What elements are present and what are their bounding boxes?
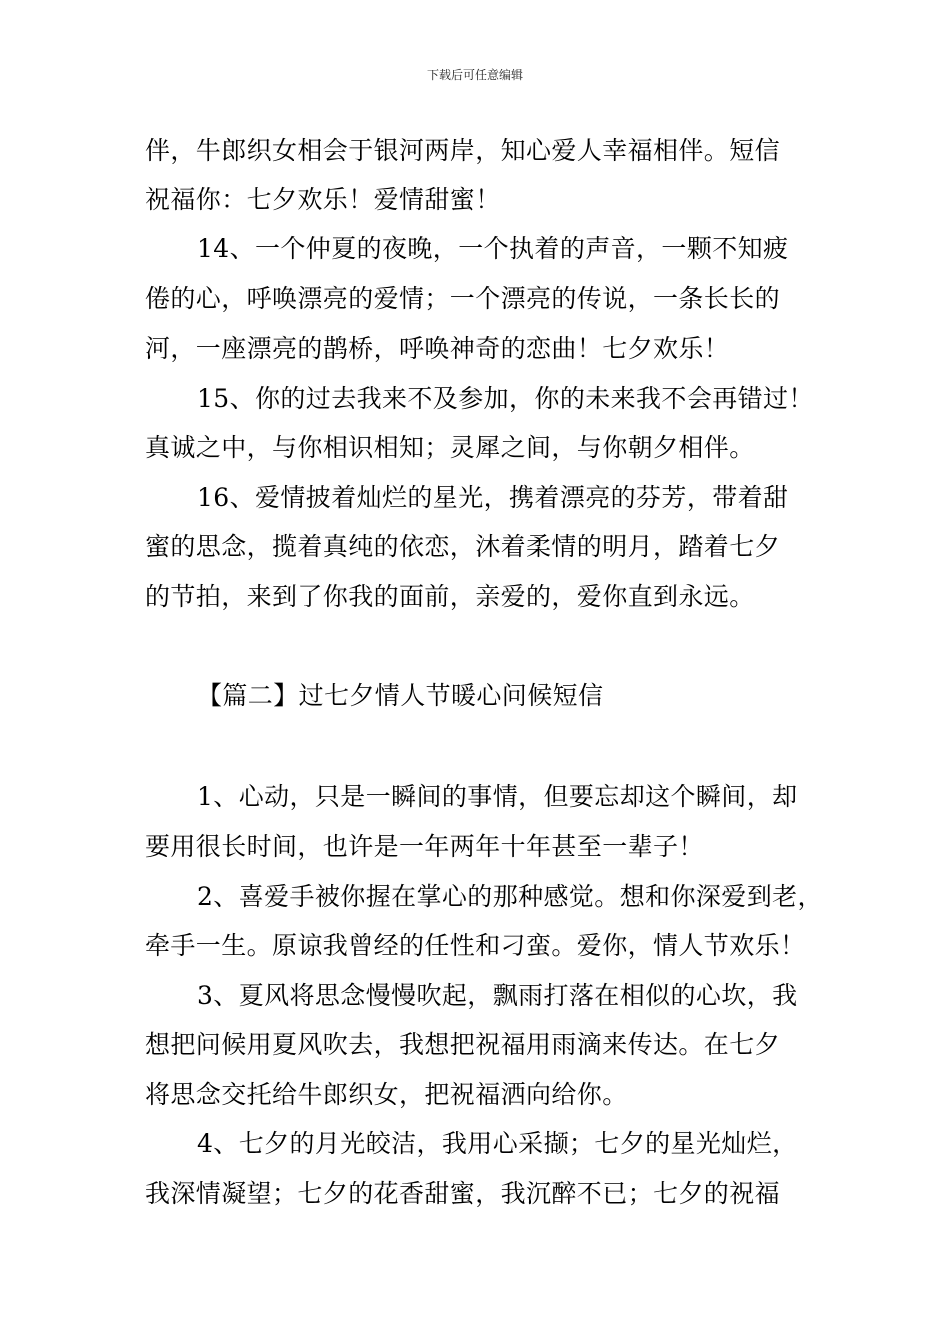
text-line: 想把问候用夏风吹去，我想把祝福用雨滴来传达。在七夕 <box>145 1030 781 1059</box>
text-line: 我深情凝望；七夕的花香甜蜜，我沉醉不已；七夕的祝福 <box>145 1179 781 1208</box>
text-line: 要用很长时间，也许是一年两年十年甚至一辈子！ <box>145 832 704 861</box>
text-line: 将思念交托给牛郎织女，把祝福洒向给你。 <box>145 1080 628 1109</box>
text-line: 4、七夕的月光皎洁，我用心采撷；七夕的星光灿烂， <box>197 1129 798 1158</box>
text-line: 牵手一生。原谅我曾经的任性和刁蛮。爱你，情人节欢乐！ <box>145 931 806 960</box>
text-line: 2、喜爱手被你握在掌心的那种感觉。想和你深爱到老， <box>197 882 823 911</box>
text-line: 祝福你：七夕欢乐！爱情甜蜜！ <box>145 185 501 214</box>
text-line: 15、你的过去我来不及参加，你的未来我不会再错过！ <box>197 384 814 413</box>
text-line: 的节拍，来到了你我的面前，亲爱的，爱你直到永远。 <box>145 582 755 611</box>
text-line: 真诚之中，与你相识相知；灵犀之间，与你朝夕相伴。 <box>145 433 755 462</box>
text-line: 倦的心，呼唤漂亮的爱情；一个漂亮的传说，一条长长的 <box>145 284 781 313</box>
header-note: 下载后可任意编辑 <box>426 68 523 82</box>
text-line: 14、一个仲夏的夜晚，一个执着的声音，一颗不知疲 <box>197 234 789 263</box>
text-line: 1、心动，只是一瞬间的事情，但要忘却这个瞬间，却 <box>197 782 798 811</box>
text-line: 3、夏风将思念慢慢吹起，飘雨打落在相似的心坎，我 <box>197 981 798 1010</box>
text-line: 河，一座漂亮的鹊桥，呼唤神奇的恋曲！七夕欢乐！ <box>145 334 730 363</box>
text-line: 伴，牛郎织女相会于银河两岸，知心爱人幸福相伴。短信 <box>145 136 781 165</box>
text-line: 蜜的思念，揽着真纯的依恋，沐着柔情的明月，踏着七夕 <box>145 532 781 561</box>
section-heading: 【篇二】过七夕情人节暖心问候短信 <box>197 681 604 710</box>
text-line: 16、爱情披着灿烂的星光，携着漂亮的芬芳，带着甜 <box>197 483 789 512</box>
